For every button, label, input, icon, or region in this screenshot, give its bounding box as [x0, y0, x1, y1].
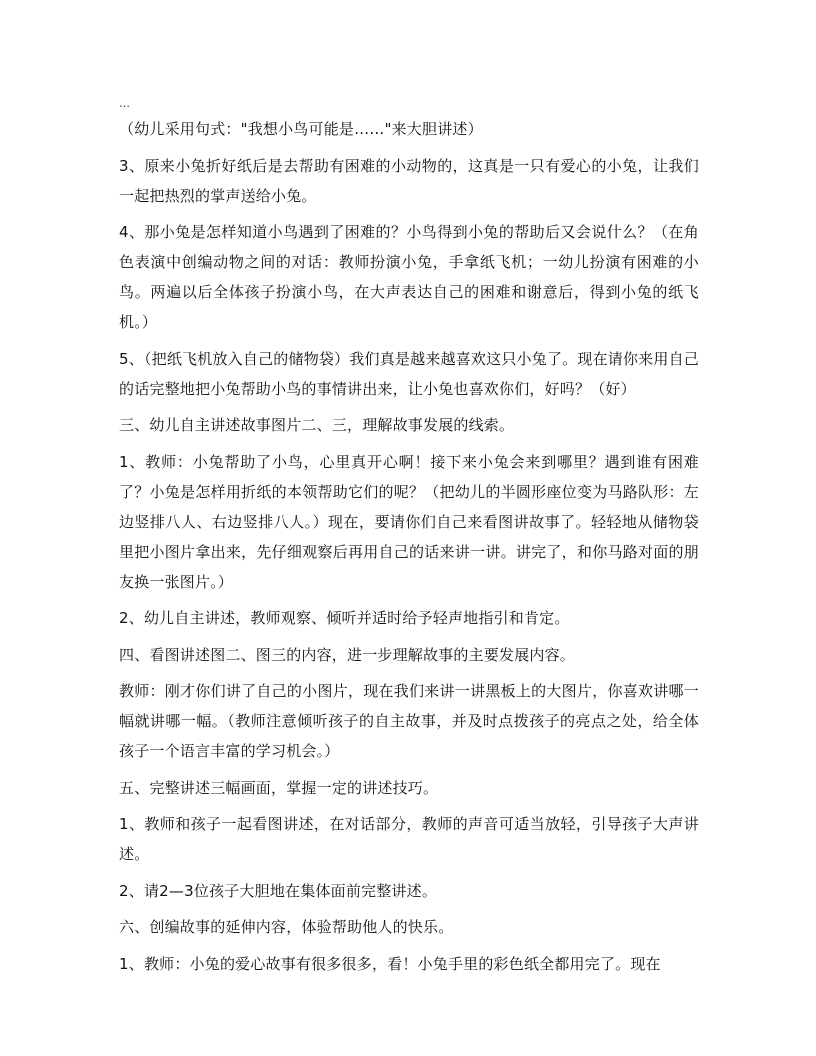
paragraph-section3-step-1: 1、教师：小兔帮助了小鸟，心里真开心啊！接下来小兔会来到哪里？遇到谁有困难了？小兔是怎样用折纸的本领帮助它们的呢？（把幼儿的半圆形座位变为马路队形：左边竖排八人、右边竖排八人。）现在，要请你们自己来看图讲故事了。轻轻地从储物袋里把小图片拿出来，先仔细观察后再用自己的话来讲一讲。讲完了，和你马路对面的朋友换一张图片。） [119, 452, 699, 591]
paragraph-section6-step-1: 1、教师：小兔的爱心故事有很多很多，看！小兔手里的彩色纸全都用完了。现在 [119, 954, 661, 973]
paragraph-section5-step-2: 2、请2—3位孩子大胆地在集体面前完整讲述。 [119, 881, 438, 900]
section-heading-5: 五、完整讲述三幅画面，掌握一定的讲述技巧。 [119, 778, 439, 797]
section-heading-4: 四、看图讲述图二、图三的内容，进一步理解故事的主要发展内容。 [119, 645, 576, 664]
paragraph-section3-step-2: 2、幼儿自主讲述，教师观察、倾听并适时给予轻声地指引和肯定。 [119, 609, 570, 627]
paragraph-section5-step-1: 1、教师和孩子一起看图讲述，在对话部分，教师的声音可适当放轻，引导孩子大声讲述。 [119, 815, 699, 863]
paragraph-step-3: 3、原来小兔折好纸后是去帮助有困难的小动物的，这真是一只有爱心的小兔，让我们一起把热烈的掌声送给小兔。 [119, 156, 699, 205]
paragraph-step-4: 4、那小兔是怎样知道小鸟遇到了困难的？小鸟得到小兔的帮助后又会说什么？（在角色表演中创编动物之间的对话：教师扮演小兔，手拿纸飞机；一幼儿扮演有困难的小鸟。两遍以后全体孩子扮演小鸟，在大声表达自己的困难和谢意后，得到小兔的纸飞机。） [119, 223, 699, 331]
paragraph-section4-teacher: 教师：刚才你们讲了自己的小图片，现在我们来讲一讲黑板上的大图片，你喜欢讲哪一幅就讲哪一幅。（教师注意倾听孩子的自主故事，并及时点拨孩子的亮点之处，给全体孩子一个语言丰富的学习机会。） [119, 682, 699, 760]
section-heading-6: 六、创编故事的延伸内容，体验帮助他人的快乐。 [119, 918, 454, 936]
continuation-ellipsis: … [119, 97, 131, 110]
section-heading-3: 三、幼儿自主讲述故事图片二、三，理解故事发展的线索。 [119, 416, 515, 434]
paragraph-sentence-pattern: （幼儿采用句式："我想小鸟可能是……"来大胆讲述） [119, 120, 483, 138]
paragraph-step-5: 5、（把纸飞机放入自己的储物袋）我们真是越来越喜欢这只小兔了。现在请你来用自己的话完整地把小兔帮助小鸟的事情讲出来，让小兔也喜欢你们，好吗？（好） [119, 349, 699, 398]
document-body [119, 96, 699, 985]
